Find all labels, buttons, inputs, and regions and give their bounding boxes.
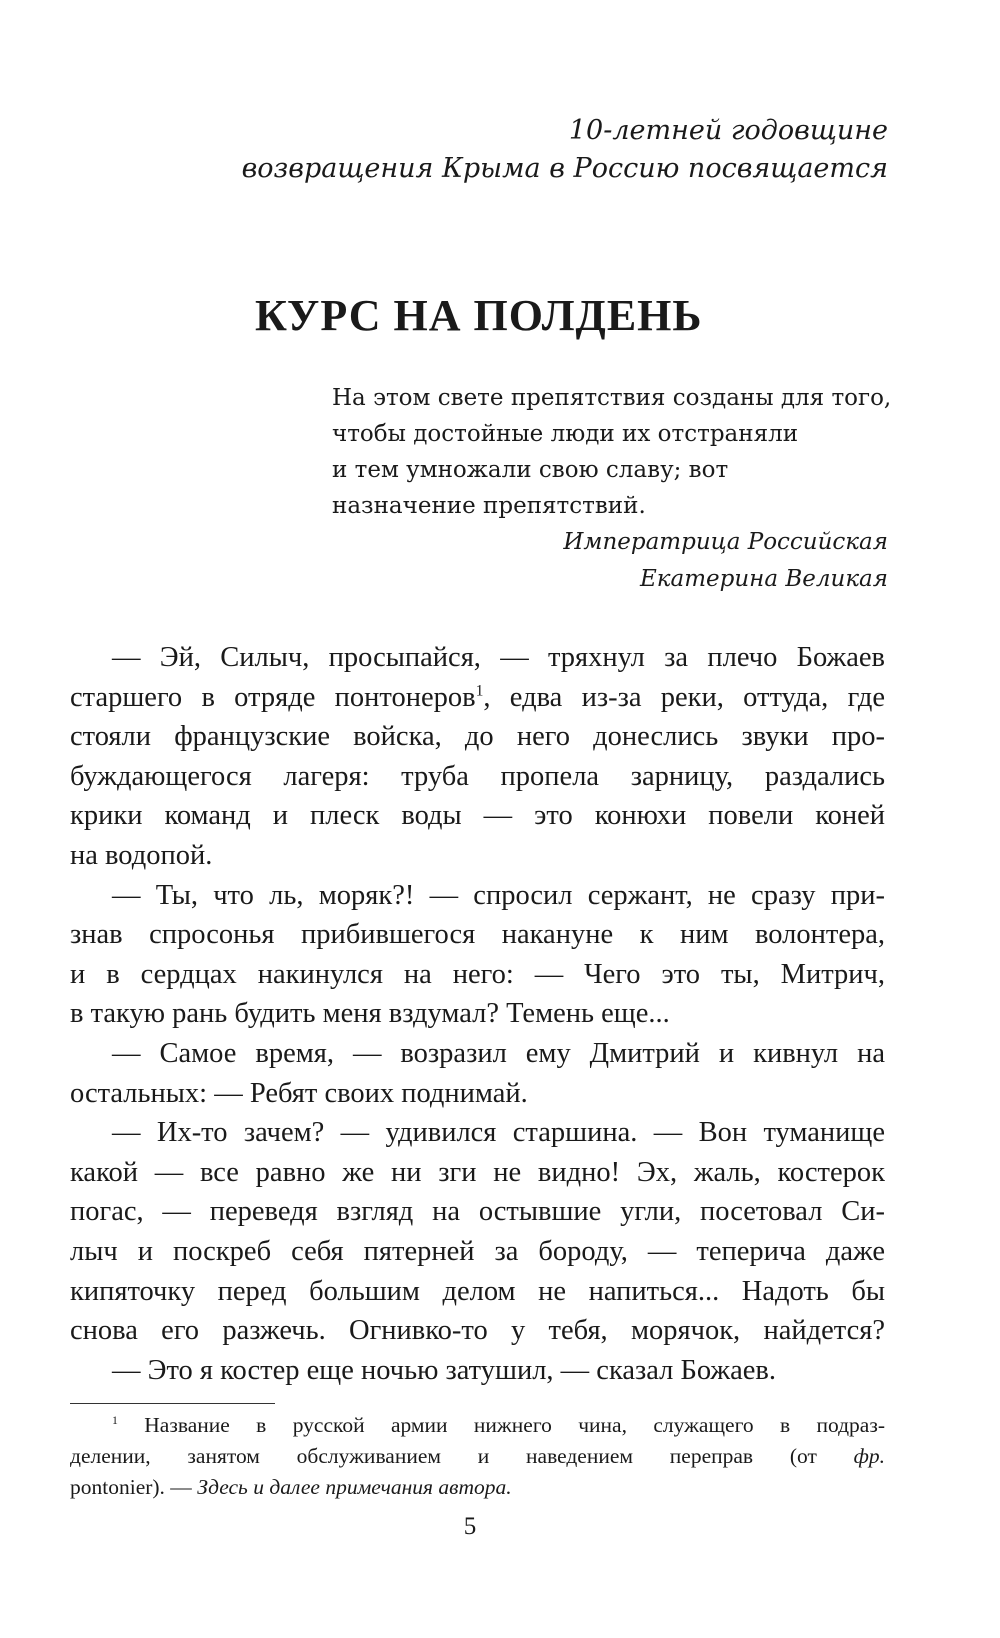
body-line: буждающегося лагеря: труба пропела зарницу, раздались <box>70 760 885 792</box>
footnote-divider <box>70 1403 275 1404</box>
body-line: — Эй, Силыч, просыпайся, — тряхнул за плечо Божаев <box>112 642 885 673</box>
body-text <box>70 638 885 1390</box>
footnote-abbreviation: фр. <box>853 1444 885 1468</box>
epigraph-line: назначение препятствий. <box>332 493 646 519</box>
body-line: — Это я костер еще ночью затушил, — сказал Божаев. <box>112 1354 776 1386</box>
body-line: в такую рань будить меня вздумал? Темень еще... <box>70 998 670 1030</box>
dedication <box>242 112 888 188</box>
body-line: кипяточку перед большим делом не напиться... Надоть бы <box>70 1275 885 1307</box>
body-line: стояли французские войска, до него донеслись звуки про- <box>70 721 885 753</box>
body-line: — Их-то зачем? — удивился старшина. — Вон туманище <box>112 1117 885 1149</box>
epigraph-line: чтобы достойные люди их отстраняли <box>332 421 799 447</box>
body-line: лыч и поскреб себя пятерней за бороду, — теперича даже <box>70 1235 885 1267</box>
epigraph-line: На этом свете препятствия созданы для того, <box>332 385 892 411</box>
footnote-reference: 1 <box>475 682 484 700</box>
body-line: — Ты, что ль, моряк?! — спросил сержант, не сразу при- <box>112 879 885 911</box>
body-line: знав спросонья прибившегося накануне к ним волонтера, <box>70 919 885 951</box>
body-line-start: старшего в отряде понтонеров <box>70 681 476 713</box>
body-line <box>70 678 885 718</box>
body-line: какой — все равно же ни зги не видно! Эх, жаль, костерок <box>70 1156 885 1188</box>
footnote-line-text: делении, занятом обслуживанием и наведением переправ (от <box>70 1444 854 1468</box>
body-line: крики команд и плеск воды — это конюхи повели коней <box>70 800 885 832</box>
footnote-line <box>70 1410 885 1441</box>
epigraph <box>332 380 892 524</box>
body-line: и в сердцах накинулся на него: — Чего это ты, Митрич, <box>70 958 885 990</box>
footnote <box>70 1410 885 1503</box>
epigraph-author-title: Императрица Российская <box>563 529 888 555</box>
footnote-line-text: Название в русской армии нижнего чина, служащего в подраз- <box>144 1413 886 1437</box>
footnote-marker: 1 <box>112 1412 118 1427</box>
body-line: остальных: — Ребят своих поднимай. <box>70 1077 528 1109</box>
footnote-author-note: Здесь и далее примечания автора. <box>197 1475 512 1499</box>
epigraph-attribution <box>563 524 888 598</box>
footnote-line-text: pontonier). — <box>70 1475 198 1499</box>
dedication-line-1: 10-летней годовщине <box>568 115 888 146</box>
body-line-tail: , едва из-за реки, оттуда, где <box>483 681 885 713</box>
body-line: снова его разжечь. Огнивко-то у тебя, морячок, найдется? <box>70 1315 885 1347</box>
epigraph-author-name: Екатерина Великая <box>639 566 888 592</box>
footnote-line <box>70 1441 885 1472</box>
body-line: погас, — переведя взгляд на остывшие угли, посетовал Си- <box>70 1196 885 1228</box>
body-line: — Самое время, — возразил ему Дмитрий и кивнул на <box>112 1037 885 1069</box>
epigraph-line: и тем умножали свою славу; вот <box>332 457 729 483</box>
dedication-line-2: возвращения Крыма в Россию посвящается <box>241 153 888 184</box>
body-line: на водопой. <box>70 839 213 871</box>
footnote-line <box>70 1472 885 1503</box>
page-number: 5 <box>463 1513 477 1540</box>
chapter-title: КУРС НА ПОЛДЕНЬ <box>255 291 703 340</box>
